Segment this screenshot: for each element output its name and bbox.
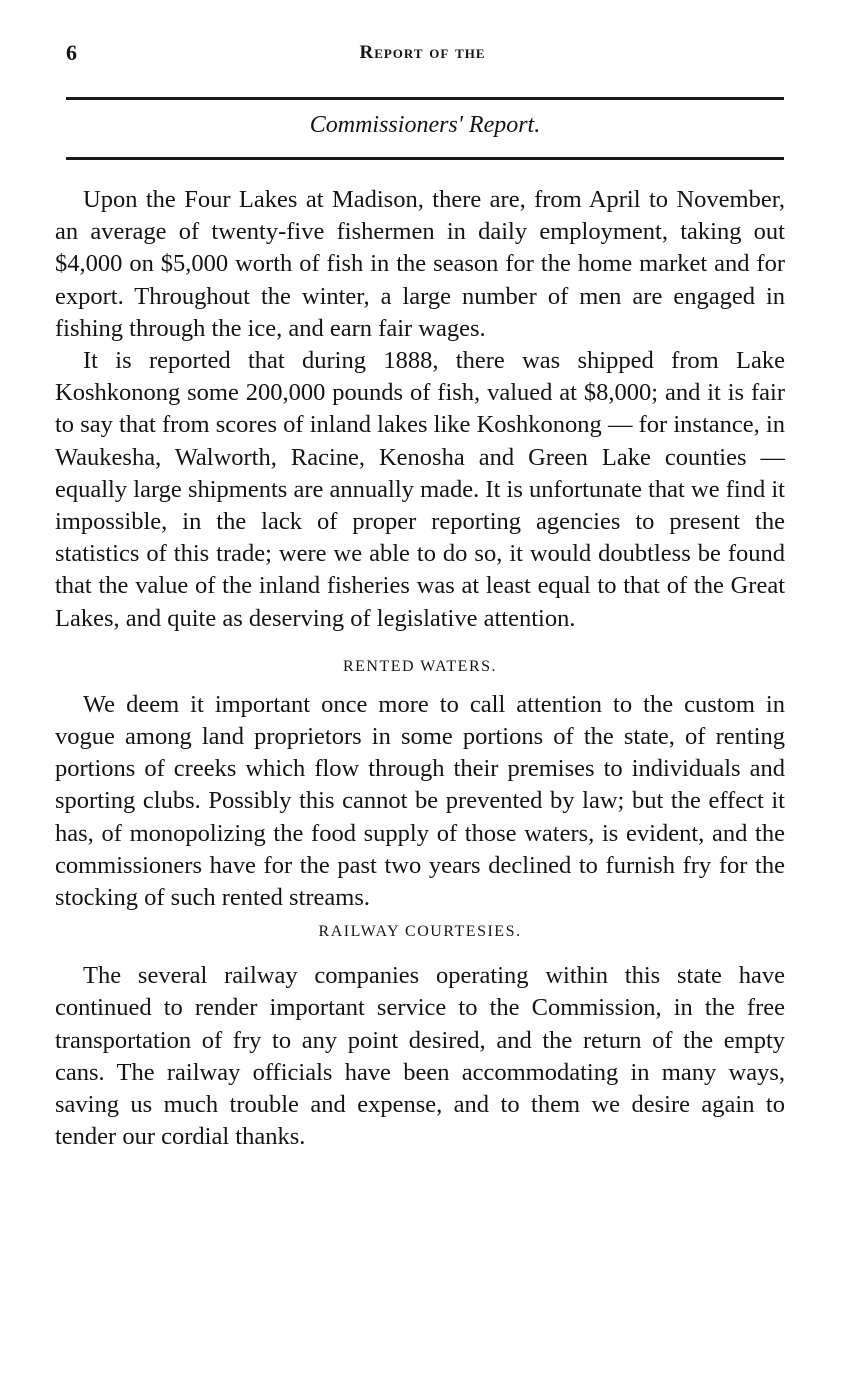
header-rule-bottom (66, 157, 784, 160)
body-text (55, 184, 785, 1153)
paragraph-four-lakes: Upon the Four Lakes at Madison, there are, from April to November, an average of twenty-five fishermen in daily employment, taking out $4,000 on $5,000 worth of fish in the season for the home market and for export. Throughout the winter, a large number of men are engaged in fishing through the ice, and earn fair wages. (55, 186, 785, 342)
paragraph-rented-waters: We deem it important once more to call attention to the custom in vogue among land proprietors in some portions of the state, of renting portions of creeks which flow through their premises to individuals and sporting clubs. Possibly this cannot be prevented by law; but the effect it has, of monopolizing the food supply of those waters, is evident, and the commissioners have for the past two years declined to furnish fry for the stocking of such rented streams. (55, 690, 785, 912)
header-rule-top (66, 97, 784, 100)
heading-railway-courtesies: RAILWAY COURTESIES. (318, 923, 522, 941)
heading-rented-waters: RENTED WATERS. (342, 657, 498, 675)
paragraph-koshkonong: It is reported that during 1888, there was shipped from Lake Koshkonong some 200,000 pounds of fish, valued at $8,000; and it is fair to say that from scores of inland lakes like Koshkonong — for instance, in Waukesha, Walworth, Racine, Kenosha and Green Lake counties — equally large shipments are annually made. It is unfortunate that we find it impossible, in the lack of proper reporting agencies to present the statistics of this trade; were we able to do so, it would doubtless be found that the value of the inland fisheries was at least equal to that of the Great Lakes, and quite as deserving of legislative attention. (55, 347, 785, 632)
page-header (60, 36, 785, 66)
section-subhead: Commissioners' Report. (309, 112, 541, 138)
page-number: 6 (66, 40, 77, 65)
paragraph-railway-courtesies: The several railway companies operating within this state have continued to render important service to the Commission, in the free transportation of fry to any point desired, and the return of the empty cans. The railway officials have been accommodating in many ways, saving us much trouble and expense, and to them we desire again to tender our cordial thanks. (55, 962, 785, 1151)
running-head: Report of the (359, 42, 486, 63)
